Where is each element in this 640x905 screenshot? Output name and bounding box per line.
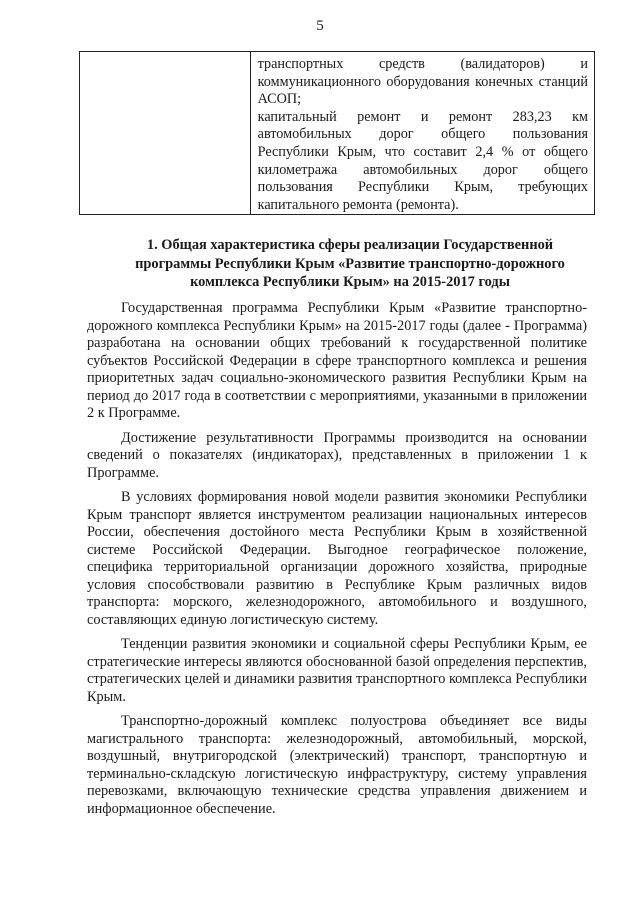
- program-passport-table-fragment: [79, 51, 595, 215]
- paragraph-transport-role: В условиях формирования новой модели развития экономики Республики Крым транспорт является инструментом реализации национальных интересов России, обеспечения достойного места Республики Крым в хозяйственной системе Российской Федерации. Выгодное географическое положение, специфика территориальной организации дорожного хозяйства, природные условия способствовали развитию в Республике Крым различных видов транспорта: морского, железнодорожного, автомобильного и воздушного, составляющих единую логистическую систему.: [87, 489, 587, 628]
- page-number: 5: [316, 18, 324, 34]
- paragraph-complex-composition: Транспортно-дорожный комплекс полуострова объединяет все виды магистрального транспорта: железнодорожный, автомобильный, морской, воздушный, внутригородской (электрический) транспорт, транспортную и терминально-складскую логистическую инфраструктуру, систему управления перевозками, включающую технические средства управления движением и информационное обеспечение.: [87, 713, 587, 817]
- paragraph-program-basis: Государственная программа Республики Крым «Развитие транспортно-дорожного комплекса Республики Крым» на 2015-2017 годы (далее - Программа) разработана на основании общих требований к государственной политике субъектов Российской Федерации в сфере транспортного комплекса и решения приоритетных задач социально-экономического развития Республики Крым на период до 2017 года в соответствии с мероприятиями, указанными в приложении 2 к Программе.: [87, 300, 587, 421]
- table-row: [80, 52, 595, 215]
- section-body: [87, 300, 587, 825]
- expected-result-validators: транспортных средств (валидаторов) и коммуникационного оборудования конечных станций АСОП;: [257, 56, 588, 108]
- table-right-cell: [250, 52, 594, 215]
- paragraph-indicators: Достижение результативности Программы производится на основании сведений о показателях (индикаторах), представленных в приложении 1 к Программе.: [87, 429, 587, 481]
- table-left-cell: [80, 52, 251, 215]
- section-heading: 1. Общая характеристика сферы реализации Государственной программы Республики Крым «Развитие транспортно-дорожного комплекса Республики Крым» на 2015-2017 годы: [135, 237, 565, 291]
- paragraph-development-trends: Тенденции развития экономики и социальной сферы Республики Крым, ее стратегические интересы являются обоснованной базой определения перспектив, стратегических целей и динамики развития транспортного комплекса Республики Крым.: [87, 636, 587, 705]
- expected-result-road-repair: капитальный ремонт и ремонт 283,23 км автомобильных дорог общего пользования Республики Крым, что составит 2,4 % от общего километража автомобильных дорог общего пользования Республики Крым, требующих капитального ремонта (ремонта).: [257, 108, 588, 213]
